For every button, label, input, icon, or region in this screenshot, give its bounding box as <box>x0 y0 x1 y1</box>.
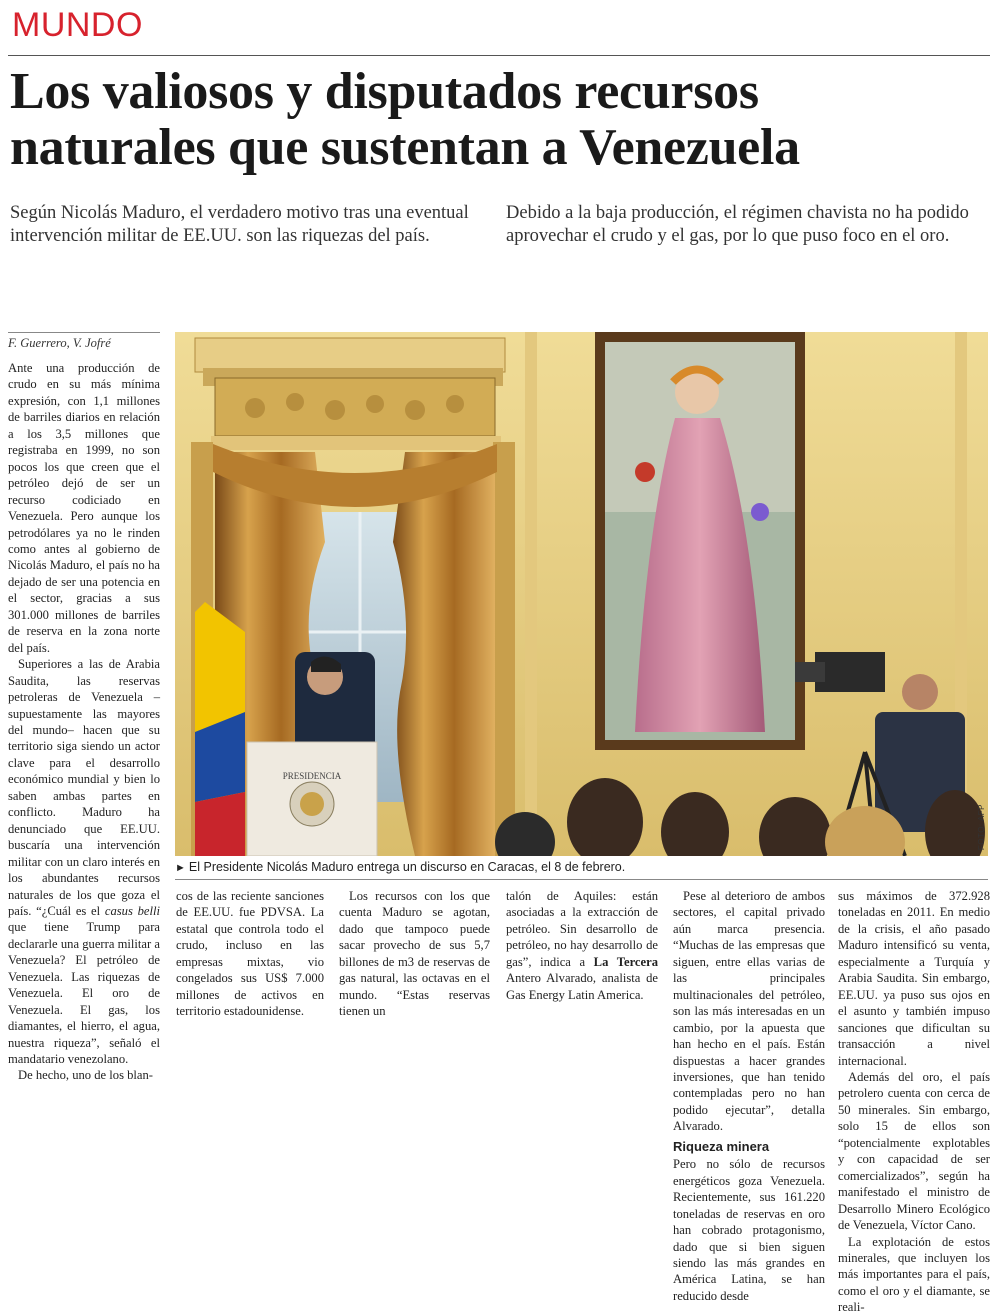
paragraph: Además del oro, el país petrolero cuenta con cerca de 50 minerales. Sin embargo, solo 15 de ellos son “potencialmente explotables y con capacidad de ser comercializados”, según ha manifestado el ministro de Desarrollo Minero Ecológico de Venezuela, Víctor Cano. <box>838 1069 990 1233</box>
caption-rule <box>175 879 988 880</box>
newspaper-name: La Tercera <box>593 954 658 969</box>
caption-arrow-icon: ► <box>175 862 186 874</box>
italic-term: casus belli <box>104 903 160 918</box>
section-rule <box>8 55 990 56</box>
byline-rule <box>8 332 160 333</box>
deck-left: Según Nicolás Maduro, el verdadero motivo tras una eventual intervención militar de EE.UU. son las riquezas del país. <box>10 203 469 246</box>
paragraph: talón de Aquiles: están asociadas a la extracción de petróleo. Sin desarrollo de petróleo, no hay desarrollo de gas”, indica a La Tercera Antero Alvarado, analista de Gas Energy Latin America. <box>506 889 658 1002</box>
paragraph: Los recursos con los que cuenta Maduro se agotan, dado que tampoco puede sacar provecho de sus 5,7 billones de m3 de reservas de gas natural, las octavas en el mundo. “Estas reservas tienen un <box>339 889 490 1019</box>
paragraph: cos de las reciente sanciones de EE.UU. fue PDVSA. La estatal que controla todo el crudo, incluso en las empresas mixtas, vio congelados sus US$ 7.000 millones de activos en territorio estadounidense. <box>176 889 324 1019</box>
paragraph: Pero no sólo de recursos energéticos goza Venezuela. Recientemente, sus 161.220 toneladas de reservas en oro han cobrado protagonismo, dado que si bien siguen siendo las más grandes en América Latina, se han reducido desde <box>673 1157 825 1303</box>
paragraph: Superiores a las de Arabia Saudita, las reservas petroleras de Venezuela –supuestamente las mayores del mundo– hacen que su territorio siga siendo un actor clave para el desarrollo económico mundial y bien lo saben ambas partes en conflicto. Maduro ha denunciado que EE.UU. buscaría una intervención militar con un claro interés en los abundantes recursos naturales de los que goza el país. “¿Cuál es el casus belli que tiene Trump para declararle una guerra militar a Venezuela? El petróleo de Venezuela. Las riquezas de Venezuela. El oro de Venezuela. El gas, los diamantes, el hierro, el agua, nuestra riqueza”, señaló el mandatario venezolano. <box>8 657 160 1067</box>
main-photo <box>175 332 988 856</box>
subheading: Riqueza minera <box>673 1138 770 1154</box>
photo-illustration <box>175 332 988 856</box>
photo-credit: FOTO: AFP <box>977 803 986 850</box>
paragraph: La explotación de estos minerales, que incluyen los más importantes para el país, como el oro y el diamante, se reali- <box>838 1234 990 1315</box>
byline: F. Guerrero, V. Jofré <box>8 336 111 350</box>
paragraph: Ante una producción de crudo en su más mínima expresión, con 1,1 millones de barriles diarios en relación a los 3,5 millones que registraba en 1999, no son pocos los que creen que el petróleo dejó de ser un recurso codiciado en Venezuela. Pero aunque los petrodólares ya no le rinden como antes al gobierno de Nicolás Maduro, el país no ha dejado de ser una potencia en el sector, gracias a sus 301.000 millones de barriles de reserva en la zona norte del país. <box>8 361 160 655</box>
paragraph: De hecho, uno de los blan- <box>18 1068 153 1083</box>
body-column-1 <box>8 360 160 1084</box>
section-label: MUNDO <box>12 6 143 44</box>
body-column-3 <box>339 888 490 1020</box>
body-column-5 <box>673 888 825 1304</box>
paragraph: Pese al deterioro de ambos sectores, el capital privado aún marca presencia. “Muchas de las empresas que siguen, entre ellas varias de las principales multinacionales del petróleo, son las más interesadas en un cambio, por la apuesta que han hecho en el país. Están dispuestas a hacer grandes inversiones, que han tenido contempladas pero no han podido ejecutar”, detalla Alvarado. <box>673 889 825 1134</box>
paragraph: sus máximos de 372.928 toneladas en 2011. En medio de la crisis, el año pasado Maduro intensificó su venta, especialmente a Turquía y Arabia Saudita. Sin embargo, EE.UU. ya puso sus ojos en el asunto y también impuso sanciones que dificultan su transacción a nivel internacional. <box>838 889 990 1068</box>
body-column-2 <box>176 888 324 1020</box>
photo-caption: ► El Presidente Nicolás Maduro entrega un discurso en Caracas, el 8 de febrero. <box>175 860 626 874</box>
body-column-6 <box>838 888 990 1316</box>
deck-right: Debido a la baja producción, el régimen chavista no ha podido aprovechar el crudo y el gas, por lo que puso foco en el oro. <box>506 203 969 246</box>
body-column-4 <box>506 888 658 1003</box>
headline: Los valiosos y disputados recursos naturales que sustentan a Venezuela <box>10 63 800 176</box>
podium-text: PRESIDENCIA <box>282 771 342 781</box>
